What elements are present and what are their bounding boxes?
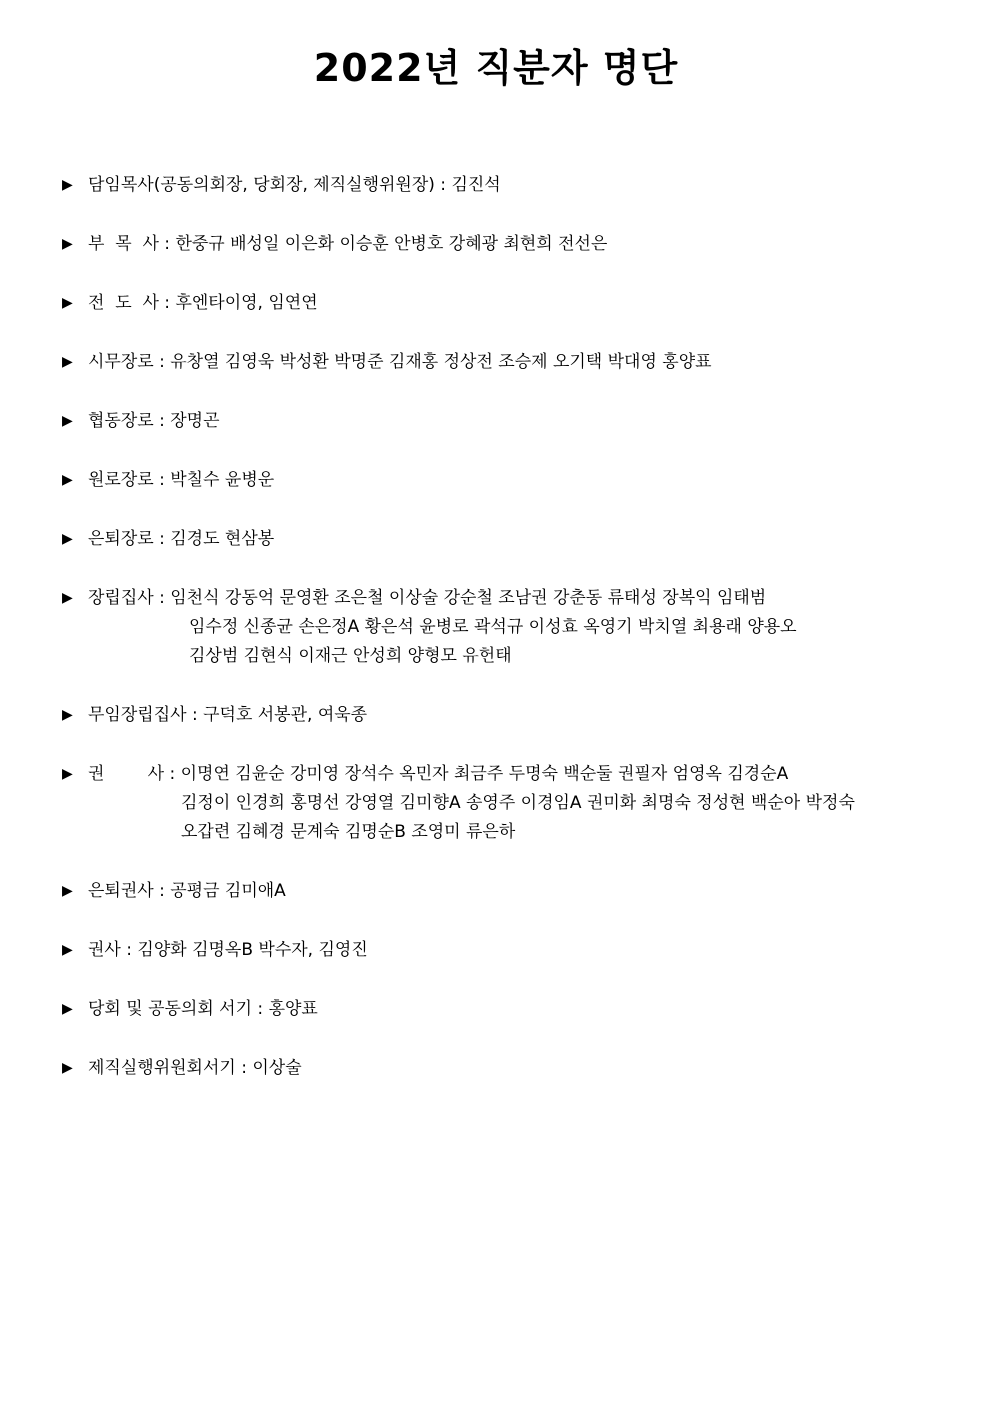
entry-names: 박칠수 윤병운: [170, 470, 275, 490]
bullet-triangle-icon: ▶: [62, 354, 73, 370]
entry-separator: :: [252, 999, 269, 1019]
bullet-triangle-icon: ▶: [62, 766, 73, 782]
bullet-triangle-icon: ▶: [62, 707, 73, 723]
entry-label: 무임장립집사: [88, 705, 187, 725]
entry-label: 시무장로: [88, 352, 154, 372]
entry-separator: :: [186, 705, 204, 725]
entry-names: 김양화 김명옥B 박수자, 김영진: [137, 940, 368, 960]
list-item-active-elders: [62, 352, 962, 372]
entry-label: 협동장로: [88, 411, 154, 431]
entry-separator: :: [153, 881, 171, 901]
entry-label: 전 도 사: [88, 293, 159, 313]
entry-label: 은퇴장로: [88, 529, 154, 549]
entry-label: 부 목 사: [88, 234, 159, 254]
entry-separator: :: [153, 529, 171, 549]
entry-names: 장명곤: [170, 411, 220, 431]
entry-separator: :: [153, 588, 171, 608]
entry-label: 권 사: [88, 764, 165, 784]
list-item-retired-elders: [62, 529, 962, 549]
bullet-triangle-icon: ▶: [62, 295, 73, 311]
list-item-retired-kwonsa: [62, 881, 962, 901]
entry-label: 권사: [88, 940, 121, 960]
entry-names: 유창열 김영욱 박성환 박명준 김재홍 정상전 조승제 오기택 박대영 홍양표: [170, 352, 712, 372]
entry-names: 김진석: [451, 175, 501, 195]
list-item-kwonsa: [62, 764, 962, 842]
entry-names: 홍양표: [268, 999, 318, 1019]
entry-names-continued: 오갑련 김혜경 문계숙 김명순B 조영미 류은하: [181, 822, 516, 842]
entry-separator: :: [235, 1058, 253, 1078]
bullet-triangle-icon: ▶: [62, 236, 73, 252]
list-item-associate-pastors: [62, 234, 962, 254]
entry-names-continued: 김상범 김현식 이재근 안성희 양형모 유헌태: [189, 646, 512, 666]
entry-separator: :: [153, 470, 171, 490]
entry-label: 원로장로: [88, 470, 154, 490]
bullet-triangle-icon: ▶: [62, 531, 73, 547]
entry-label: 담임목사(공동의회장, 당회장, 제직실행위원장): [88, 175, 435, 195]
list-item-unassigned-deacons: [62, 705, 962, 725]
bullet-triangle-icon: ▶: [62, 590, 73, 606]
list-item-kwonsa-extra: [62, 940, 962, 960]
entry-label: 은퇴권사: [88, 881, 154, 901]
entry-names-continued: 임수정 신종균 손은정A 황은석 윤병로 곽석규 이성효 옥영기 박치열 최용래 양용오: [189, 617, 797, 637]
list-item-ordained-deacons: [62, 588, 962, 666]
entry-names: 공평금 김미애A: [170, 881, 286, 901]
entry-separator: :: [434, 175, 452, 195]
entry-label: 제직실행위원회서기: [88, 1058, 236, 1078]
bullet-triangle-icon: ▶: [62, 1001, 73, 1017]
list-item-associate-elders: [62, 411, 962, 431]
entry-separator: :: [153, 352, 171, 372]
list-item-senior-pastor: [62, 175, 962, 195]
page-title: 2022년 직분자 명단: [313, 46, 679, 90]
entry-names: 이상술: [252, 1058, 302, 1078]
bullet-triangle-icon: ▶: [62, 942, 73, 958]
entry-names: 김경도 현삼봉: [170, 529, 275, 549]
entry-separator: :: [158, 293, 176, 313]
entry-names: 구덕호 서봉관, 여욱종: [203, 705, 368, 725]
bullet-triangle-icon: ▶: [62, 1060, 73, 1076]
entry-names: 이명연 김윤순 강미영 장석수 옥민자 최금주 두명숙 백순둘 권필자 엄영옥 김경순A: [180, 764, 789, 784]
list-item-session-clerk: [62, 999, 962, 1019]
list-item-evangelists: [62, 293, 962, 313]
entry-separator: :: [120, 940, 138, 960]
entry-names-continued: 김정이 인경희 홍명선 강영열 김미향A 송영주 이경임A 권미화 최명숙 정성현 백순아 박정숙: [181, 793, 855, 813]
list-item-committee-clerk: [62, 1058, 962, 1078]
roster-list: [62, 175, 962, 1117]
bullet-triangle-icon: ▶: [62, 472, 73, 488]
list-item-emeritus-elders: [62, 470, 962, 490]
entry-names: 후엔타이영, 임연연: [175, 293, 318, 313]
entry-names: 한중규 배성일 이은화 이승훈 안병호 강혜광 최현희 전선은: [175, 234, 608, 254]
bullet-triangle-icon: ▶: [62, 177, 73, 193]
entry-label: 장립집사: [88, 588, 154, 608]
entry-separator: :: [153, 411, 171, 431]
entry-label: 당회 및 공동의회 서기: [88, 999, 253, 1019]
bullet-triangle-icon: ▶: [62, 413, 73, 429]
entry-names: 임천식 강동억 문영환 조은철 이상술 강순철 조남권 강춘동 류태성 장복익 임태범: [170, 588, 767, 608]
bullet-triangle-icon: ▶: [62, 883, 73, 899]
entry-separator: :: [164, 764, 181, 784]
entry-separator: :: [158, 234, 176, 254]
